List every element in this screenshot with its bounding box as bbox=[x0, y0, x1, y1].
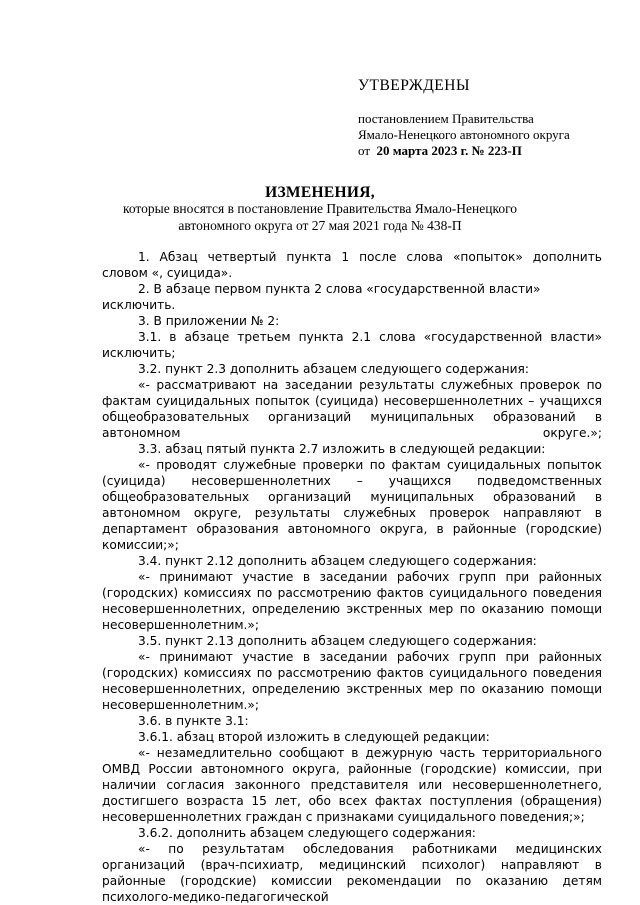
paragraph-3: 3. В приложении № 2: bbox=[138, 314, 280, 328]
subtitle-line-2: автономного округа от 27 мая 2021 года № 438-П bbox=[178, 217, 462, 233]
paragraph-3-6-2: 3.6.2. дополнить абзацем следующего содержания: bbox=[138, 826, 476, 840]
paragraph-2: 2. В абзаце первом пункта 2 слова «государственной власти» исключить. bbox=[102, 282, 541, 312]
paragraph-3-4: 3.4. пункт 2.12 дополнить абзацем следующего содержания: bbox=[138, 554, 537, 568]
approval-line-1: постановлением Правительства bbox=[358, 111, 534, 126]
paragraph-3-6-1: 3.6.1. абзац второй изложить в следующей редакции: bbox=[138, 730, 490, 744]
approval-line-2: Ямало-Ненецкого автономного округа bbox=[358, 127, 570, 142]
approval-date-line bbox=[358, 143, 522, 159]
approval-heading: УТВЕРЖДЕНЫ bbox=[358, 77, 470, 94]
document-title: ИЗМЕНЕНИЯ, bbox=[265, 184, 375, 201]
paragraph-1: 1. Абзац четвертый пункта 1 после слова «попыток» дополнить словом «, суицида». bbox=[102, 250, 602, 280]
paragraph-3-1: 3.1. в абзаце третьем пункта 2.1 слова «государственной власти» исключить; bbox=[102, 330, 602, 360]
paragraph-3-5: 3.5. пункт 2.13 дополнить абзацем следующего содержания: bbox=[138, 634, 537, 648]
quote-2-3: «- рассматривают на заседании результаты служебных проверок по фактам суицидальных попыток (суицида) несовершеннолетних – учащихся общеобразовательных организаций муниципальных образований в автономном округе.»; bbox=[102, 378, 602, 440]
quote-2-12: «- принимают участие в заседании рабочих групп при районных (городских) комиссиях по рассмотрению фактов суицидального поведения несовершеннолетних, определению экстренных мер по оказанию помощи несовершеннолетним.»; bbox=[102, 570, 602, 632]
quote-3-1-a: «- незамедлительно сообщают в дежурную часть территориального ОМВД России автономного округа, районные (городские) комиссии, при наличии согласия законного представителя или несовершеннолетнего, достигшего возраста 15 лет, обо всех фактах поступления (обращения) несовершеннолетних граждан с признаками суицидального поведения;»; bbox=[102, 746, 602, 824]
quote-2-13: «- принимают участие в заседании рабочих групп при районных (городских) комиссиях по рассмотрению фактов суицидального поведения несовершеннолетних, определению экстренных мер по оказанию помощи несовершеннолетним.»; bbox=[102, 650, 602, 712]
paragraph-3-6: 3.6. в пункте 3.1: bbox=[138, 714, 249, 728]
paragraph-3-2: 3.2. пункт 2.3 дополнить абзацем следующего содержания: bbox=[138, 362, 529, 376]
approval-from-label: от bbox=[358, 143, 371, 158]
quote-2-7: «- проводят служебные проверки по фактам суицидальных попыток (суицида) несовершеннолетних – учащихся подведомственных общеобразовательных организаций муниципальных образований в автономном округе, результаты служебных проверок направляют в департамент образования автономного округа, в районные (городские) комиссии;»; bbox=[102, 458, 602, 552]
document-body bbox=[102, 249, 602, 905]
approval-date-number: 20 марта 2023 г. № 223-П bbox=[376, 143, 522, 158]
quote-3-1-b: «- по результатам обследования работниками медицинских организаций (врач-психиатр, медицинский психолог) направляют в районные (городские) комиссии рекомендации по оказанию детям психолого-медико-педагогической bbox=[102, 842, 602, 904]
paragraph-3-3: 3.3. абзац пятый пункта 2.7 изложить в следующей редакции: bbox=[138, 442, 546, 456]
subtitle-line-1: которые вносятся в постановление Правительства Ямало-Ненецкого bbox=[122, 201, 518, 216]
document-subtitle bbox=[0, 201, 640, 234]
